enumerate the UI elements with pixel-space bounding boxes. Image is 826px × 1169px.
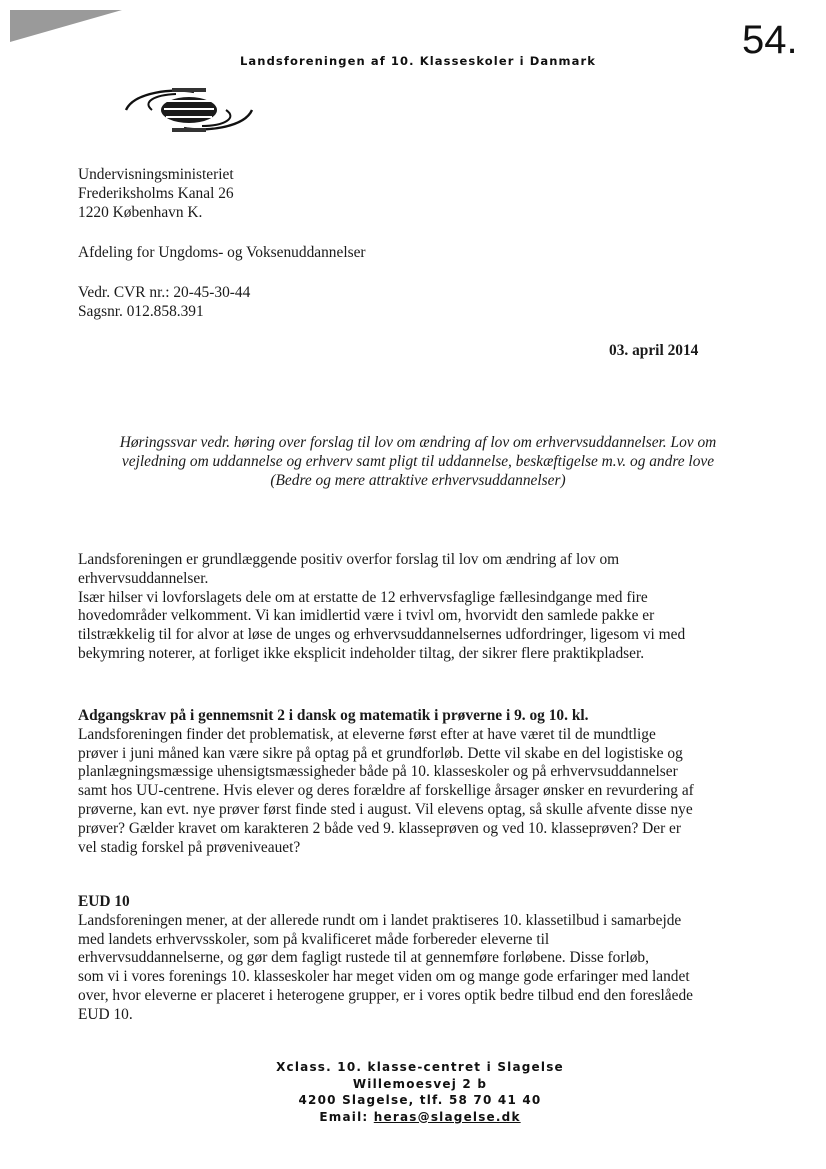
subject-line: [78, 434, 758, 490]
case-reference: Sagsnr. 012.858.391: [78, 302, 204, 320]
recipient-line: 1220 København K.: [78, 203, 203, 221]
text-line: med landets erhvervsskoler, som på kvalificeret måde forbereder eleverne til: [78, 930, 550, 948]
subject-text-line: vejledning om uddannelse og erhverv samt pligt til uddannelse, beskæftigelse m.v. og andre love: [121, 452, 715, 470]
text-line: prøverne, kan evt. nye prøver først finde sted i august. Vil elevens optag, så skulle afvente disse nye: [78, 800, 693, 818]
text-line: erhvervsuddannelserne, og gør dem fagligt rustede til at gennemføre forløbene. Disse forløb,: [78, 949, 649, 967]
text-line: bekymring noterer, at forliget ikke eksplicit indeholder tiltag, der sikrer flere praktikpladser.: [78, 644, 645, 662]
text-line: vel stadig forskel på prøveniveauet?: [78, 838, 301, 856]
cvr-reference: Vedr. CVR nr.: 20-45-30-44: [78, 284, 251, 301]
swirl-logo-icon: [114, 80, 264, 140]
email-label: Email:: [319, 1109, 369, 1124]
text-line: prøver? Gælder kravet om karakteren 2 både ved 9. klasseprøven og ved 10. klasseprøven? Der er: [78, 819, 682, 837]
text-line: Landsforeningen mener, at der allerede rundt om i landet praktiseres 10. klassetilbud i samarbejde: [78, 911, 682, 929]
scan-corner-mark: [10, 10, 122, 42]
text-line: som vi i vores forenings 10. klasseskoler har meget viden om og mange gode erfaringer med landet: [78, 968, 690, 986]
text-line: Landsforeningen er grundlæggende positiv overfor forslag til lov om ændring af lov om: [78, 551, 620, 568]
text-line: prøver i juni måned kan være sikre på optag på et grundforløb. Dette vil skabe en del logistiske og: [78, 744, 683, 762]
footer-name: Xclass. 10. klasse-centret i Slagelse: [276, 1060, 564, 1074]
text-line: samt hos UU-centrene. Hvis elever og deres forældre af forskellige årsager ønsker en revurdering af: [78, 782, 694, 800]
department: Afdeling for Ungdoms- og Voksenuddannelser: [78, 244, 366, 261]
email-link[interactable]: heras@slagelse.dk: [373, 1109, 521, 1124]
text-line: over, hvor eleverne er placeret i heterogene grupper, er i vores optik bedre tilbud end den foreslåede: [78, 986, 693, 1004]
subject-text-line: (Bedre og mere attraktive erhvervsuddannelser): [270, 471, 566, 489]
recipient-line: Frederiksholms Kanal 26: [78, 184, 234, 202]
page-number: 54.: [742, 18, 798, 62]
footer-street: Willemoesvej 2 b: [352, 1076, 488, 1091]
section-admission-requirements: [78, 707, 758, 857]
intro-paragraph: [78, 551, 758, 664]
text-line: erhvervsuddannelser.: [78, 569, 209, 587]
subject-text-line: Høringssvar vedr. høring over forslag til lov om ændring af lov om erhvervsuddannelser. Lov om: [119, 434, 717, 451]
recipient-line: Undervisningsministeriet: [78, 166, 234, 183]
organization-header: Landsforeningen af 10. Klasseskoler i Danmark: [240, 54, 597, 68]
section-heading: Adgangskrav på i gennemsnit 2 i dansk og matematik i prøverne i 9. og 10. kl.: [78, 707, 589, 724]
recipient-address: [78, 166, 234, 222]
text-line: EUD 10.: [78, 1005, 133, 1023]
text-line: hovedområder velkomment. Vi kan imidlertid være i tvivl om, hvorvidt den samlede pakke er: [78, 607, 655, 625]
text-line: planlægningsmæssige uhensigtsmæssigheder både på 10. klasseskoler og på erhvervsuddannelser: [78, 763, 678, 781]
letter-date: 03. april 2014: [609, 342, 699, 359]
text-line: Især hilser vi lovforslagets dele om at erstatte de 12 erhvervsfaglige fællesindgange med fire: [78, 588, 648, 606]
footer-city-phone: 4200 Slagelse, tlf. 58 70 41 40: [298, 1093, 542, 1107]
section-eud10: [78, 893, 758, 1025]
text-line: tilstrækkelig til for alvor at løse de unges og erhvervsuddannelsernes udfordringer, ligesom vi med: [78, 626, 686, 644]
section-heading: EUD 10: [78, 893, 130, 910]
sender-footer: [230, 1059, 610, 1125]
footer-email-line: [230, 1109, 610, 1126]
text-line: Landsforeningen finder det problematisk, at eleverne først efter at have været til de mundtlige: [78, 725, 656, 743]
references: [78, 284, 250, 322]
